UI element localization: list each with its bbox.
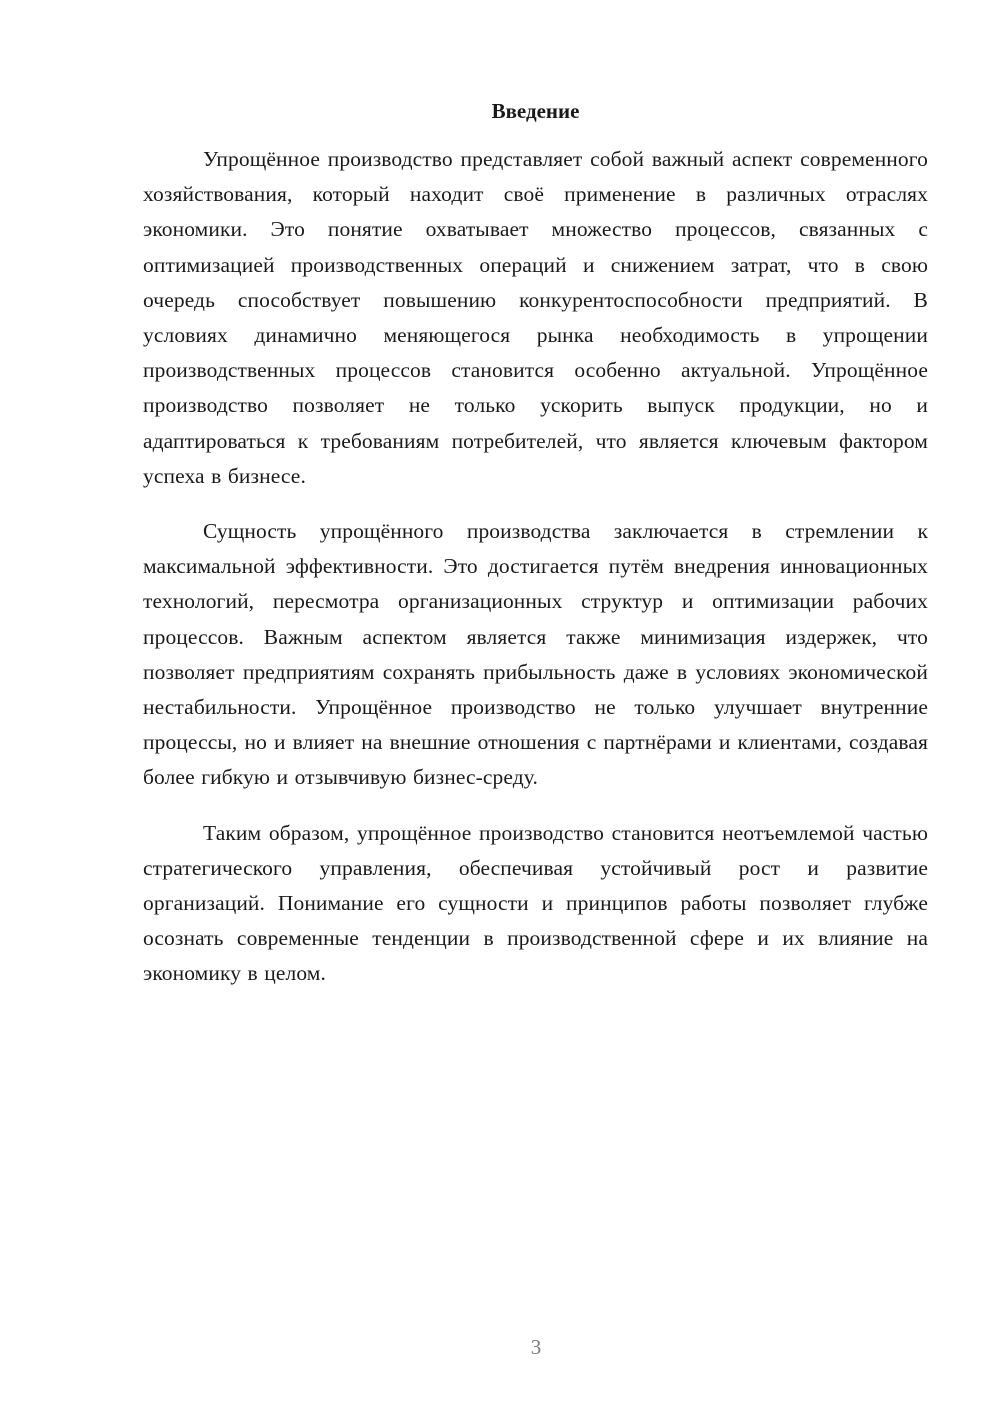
paragraph-1: Упрощённое производство представляет собой важный аспект современного хозяйствования, который находит своё применение в различных отраслях экономики. Это понятие охватывает множество процессов, связанных с оптимизацией производственных операций и снижением затрат, что в свою очередь способствует повышению конкурентоспособности предприятий. В условиях динамично меняющегося рынка необходимость в упрощении производственных процессов становится особенно актуальной. Упрощённое производство позволяет не только ускорить выпуск продукции, но и адаптироваться к требованиям потребителей, что является ключевым фактором успеха в бизнесе. (143, 147, 928, 488)
paragraph-3: Таким образом, упрощённое производство становится неотъемлемой частью стратегического управления, обеспечивая устойчивый рост и развитие организаций. Понимание его сущности и принципов работы позволяет глубже осознать современные тенденции в производственной сфере и их влияние на экономику в целом. (143, 820, 928, 986)
paragraph-2: Сущность упрощённого производства заключается в стремлении к максимальной эффективности. Это достигается путём внедрения инновационных технологий, пересмотра организационных структур и оптимизации рабочих процессов. Важным аспектом является также минимизация издержек, что позволяет предприятиям сохранять прибыльность даже в условиях экономической нестабильности. Упрощённое производство не только улучшает внутренние процессы, но и влияет на внешние отношения с партнёрами и клиентами, создавая более гибкую и отзывчивую бизнес-среду. (143, 519, 928, 790)
page-number: 3 (530, 1335, 542, 1359)
section-heading: Введение (491, 99, 580, 123)
body-text (143, 142, 928, 1012)
